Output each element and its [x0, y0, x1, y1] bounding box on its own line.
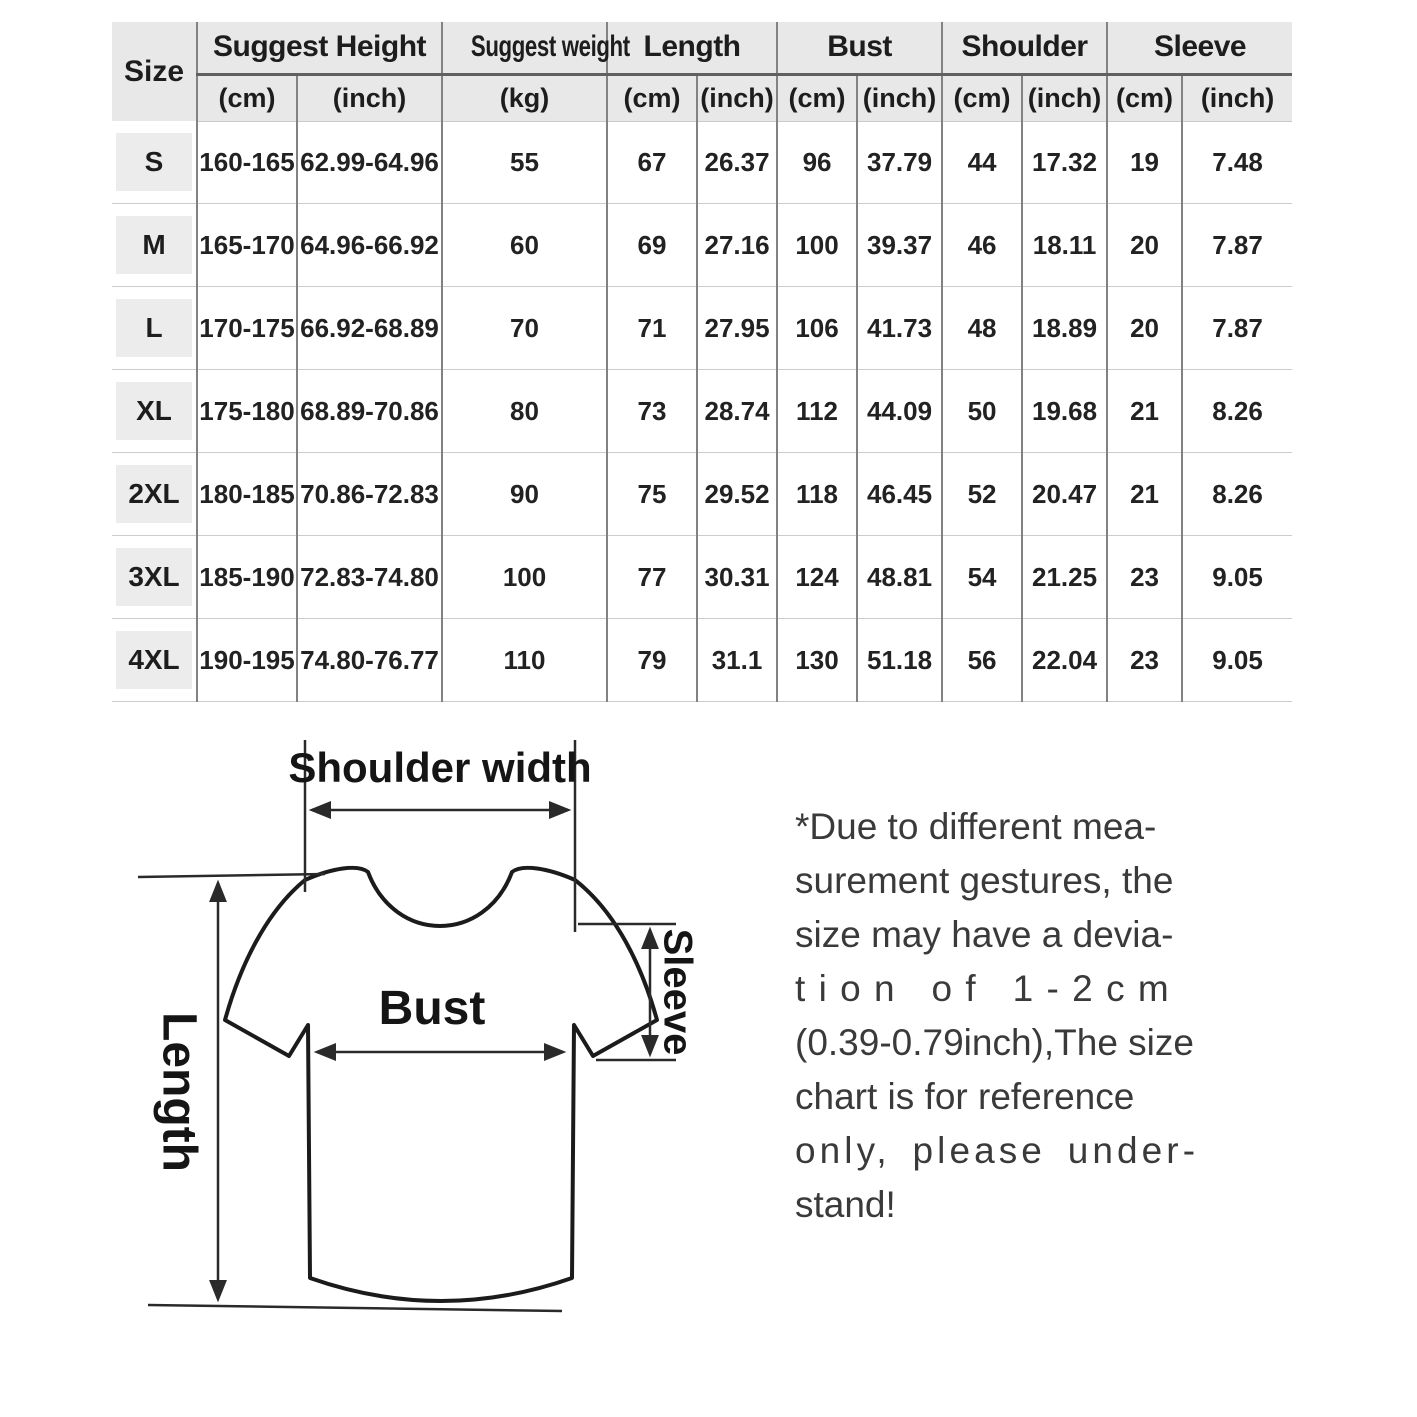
value-cell: 9.05: [1182, 536, 1292, 619]
value-cell: 19: [1107, 121, 1182, 204]
value-cell: 110: [442, 619, 607, 702]
unit-header: (inch): [1182, 74, 1292, 121]
unit-header: (cm): [942, 74, 1022, 121]
value-cell: 160-165: [197, 121, 297, 204]
value-cell: 30.31: [697, 536, 777, 619]
value-cell: 51.18: [857, 619, 942, 702]
note-line: size may have a devia-: [795, 914, 1174, 955]
value-cell: 56: [942, 619, 1022, 702]
value-cell: 64.96-66.92: [297, 204, 442, 287]
note-line: *Due to different mea-: [795, 806, 1157, 847]
group-header-shoulder: Shoulder: [942, 22, 1107, 74]
value-cell: 124: [777, 536, 857, 619]
value-cell: 7.48: [1182, 121, 1292, 204]
group-header-sleeve: Sleeve: [1107, 22, 1292, 74]
value-cell: 62.99-64.96: [297, 121, 442, 204]
value-cell: 7.87: [1182, 204, 1292, 287]
value-cell: 46.45: [857, 453, 942, 536]
value-cell: 26.37: [697, 121, 777, 204]
value-cell: 23: [1107, 536, 1182, 619]
group-header-size: Size: [112, 22, 197, 121]
value-cell: 55: [442, 121, 607, 204]
unit-header: (inch): [297, 74, 442, 121]
value-cell: 112: [777, 370, 857, 453]
value-cell: 31.1: [697, 619, 777, 702]
value-cell: 37.79: [857, 121, 942, 204]
value-cell: 54: [942, 536, 1022, 619]
note-line: tion of 1-2cm: [795, 968, 1183, 1009]
value-cell: 21: [1107, 370, 1182, 453]
header-unit-row: [112, 74, 1292, 121]
value-cell: 190-195: [197, 619, 297, 702]
note-line: surement gestures, the: [795, 860, 1174, 901]
unit-header: (cm): [777, 74, 857, 121]
unit-header: (cm): [197, 74, 297, 121]
value-cell: 28.74: [697, 370, 777, 453]
value-cell: 21: [1107, 453, 1182, 536]
measurement-note: [795, 800, 1231, 1232]
note-line: only, please under-: [795, 1130, 1200, 1171]
value-cell: 90: [442, 453, 607, 536]
value-cell: 39.37: [857, 204, 942, 287]
size-cell: [112, 536, 197, 619]
value-cell: 75: [607, 453, 697, 536]
table-row: [112, 121, 1292, 204]
value-cell: 60: [442, 204, 607, 287]
value-cell: 48: [942, 287, 1022, 370]
value-cell: 72.83-74.80: [297, 536, 442, 619]
value-cell: 8.26: [1182, 370, 1292, 453]
unit-header: (cm): [1107, 74, 1182, 121]
size-label: S: [116, 133, 192, 191]
value-cell: 22.04: [1022, 619, 1107, 702]
value-cell: 52: [942, 453, 1022, 536]
group-header-bust: Bust: [777, 22, 942, 74]
value-cell: 69: [607, 204, 697, 287]
size-cell: [112, 453, 197, 536]
value-cell: 165-170: [197, 204, 297, 287]
value-cell: 8.26: [1182, 453, 1292, 536]
value-cell: 9.05: [1182, 619, 1292, 702]
value-cell: 20: [1107, 204, 1182, 287]
table-row: [112, 204, 1292, 287]
size-cell: [112, 287, 197, 370]
size-cell: [112, 121, 197, 204]
value-cell: 96: [777, 121, 857, 204]
value-cell: 44: [942, 121, 1022, 204]
suggest-weight-label: Suggest weight: [470, 30, 630, 64]
length-label: Length: [152, 1012, 206, 1172]
value-cell: 27.95: [697, 287, 777, 370]
header-group-row: [112, 22, 1292, 74]
value-cell: 46: [942, 204, 1022, 287]
value-cell: 66.92-68.89: [297, 287, 442, 370]
value-cell: 106: [777, 287, 857, 370]
value-cell: 19.68: [1022, 370, 1107, 453]
value-cell: 100: [777, 204, 857, 287]
value-cell: 41.73: [857, 287, 942, 370]
value-cell: 17.32: [1022, 121, 1107, 204]
value-cell: 48.81: [857, 536, 942, 619]
unit-header: (inch): [1022, 74, 1107, 121]
value-cell: 170-175: [197, 287, 297, 370]
value-cell: 18.11: [1022, 204, 1107, 287]
value-cell: 70.86-72.83: [297, 453, 442, 536]
value-cell: 175-180: [197, 370, 297, 453]
group-header-suggest-weight: [442, 22, 630, 74]
unit-header: (kg): [442, 74, 607, 121]
value-cell: 180-185: [197, 453, 297, 536]
unit-header: (cm): [607, 74, 697, 121]
length-tick-bottom: [148, 1305, 562, 1311]
size-cell: [112, 204, 197, 287]
value-cell: 67: [607, 121, 697, 204]
value-cell: 27.16: [697, 204, 777, 287]
value-cell: 18.89: [1022, 287, 1107, 370]
group-header-suggest-height: Suggest Height: [197, 22, 442, 74]
size-label: M: [116, 216, 192, 274]
value-cell: 80: [442, 370, 607, 453]
size-label: 2XL: [116, 465, 192, 523]
value-cell: 70: [442, 287, 607, 370]
value-cell: 7.87: [1182, 287, 1292, 370]
bust-label: Bust: [378, 982, 486, 1035]
value-cell: 44.09: [857, 370, 942, 453]
unit-header: (inch): [697, 74, 777, 121]
unit-header: (inch): [857, 74, 942, 121]
size-chart-table: [112, 22, 1292, 702]
value-cell: 185-190: [197, 536, 297, 619]
size-label: 4XL: [116, 631, 192, 689]
value-cell: 20: [1107, 287, 1182, 370]
value-cell: 29.52: [697, 453, 777, 536]
size-chart: [112, 22, 1292, 702]
size-cell: [112, 370, 197, 453]
value-cell: 21.25: [1022, 536, 1107, 619]
value-cell: 74.80-76.77: [297, 619, 442, 702]
value-cell: 79: [607, 619, 697, 702]
value-cell: 50: [942, 370, 1022, 453]
table-row: [112, 287, 1292, 370]
size-label: XL: [116, 382, 192, 440]
value-cell: 73: [607, 370, 697, 453]
value-cell: 23: [1107, 619, 1182, 702]
value-cell: 130: [777, 619, 857, 702]
value-cell: 20.47: [1022, 453, 1107, 536]
size-label: L: [116, 299, 192, 357]
table-row: [112, 536, 1292, 619]
size-cell: [112, 619, 197, 702]
table-row: [112, 453, 1292, 536]
note-line: (0.39-0.79inch),The size: [795, 1022, 1194, 1063]
table-row: [112, 619, 1292, 702]
note-line: stand!: [795, 1184, 896, 1225]
group-header-length: Length: [607, 22, 777, 74]
table-row: [112, 370, 1292, 453]
sleeve-label: Sleeve: [655, 928, 700, 1056]
size-label: 3XL: [116, 548, 192, 606]
value-cell: 68.89-70.86: [297, 370, 442, 453]
value-cell: 118: [777, 453, 857, 536]
note-line: chart is for reference: [795, 1076, 1135, 1117]
tshirt-measurement-diagram: [110, 722, 790, 1347]
length-tick-top: [138, 874, 325, 877]
value-cell: 77: [607, 536, 697, 619]
value-cell: 100: [442, 536, 607, 619]
value-cell: 71: [607, 287, 697, 370]
tshirt-outline: [225, 868, 657, 1301]
shoulder-width-label: Shoulder width: [288, 744, 592, 791]
